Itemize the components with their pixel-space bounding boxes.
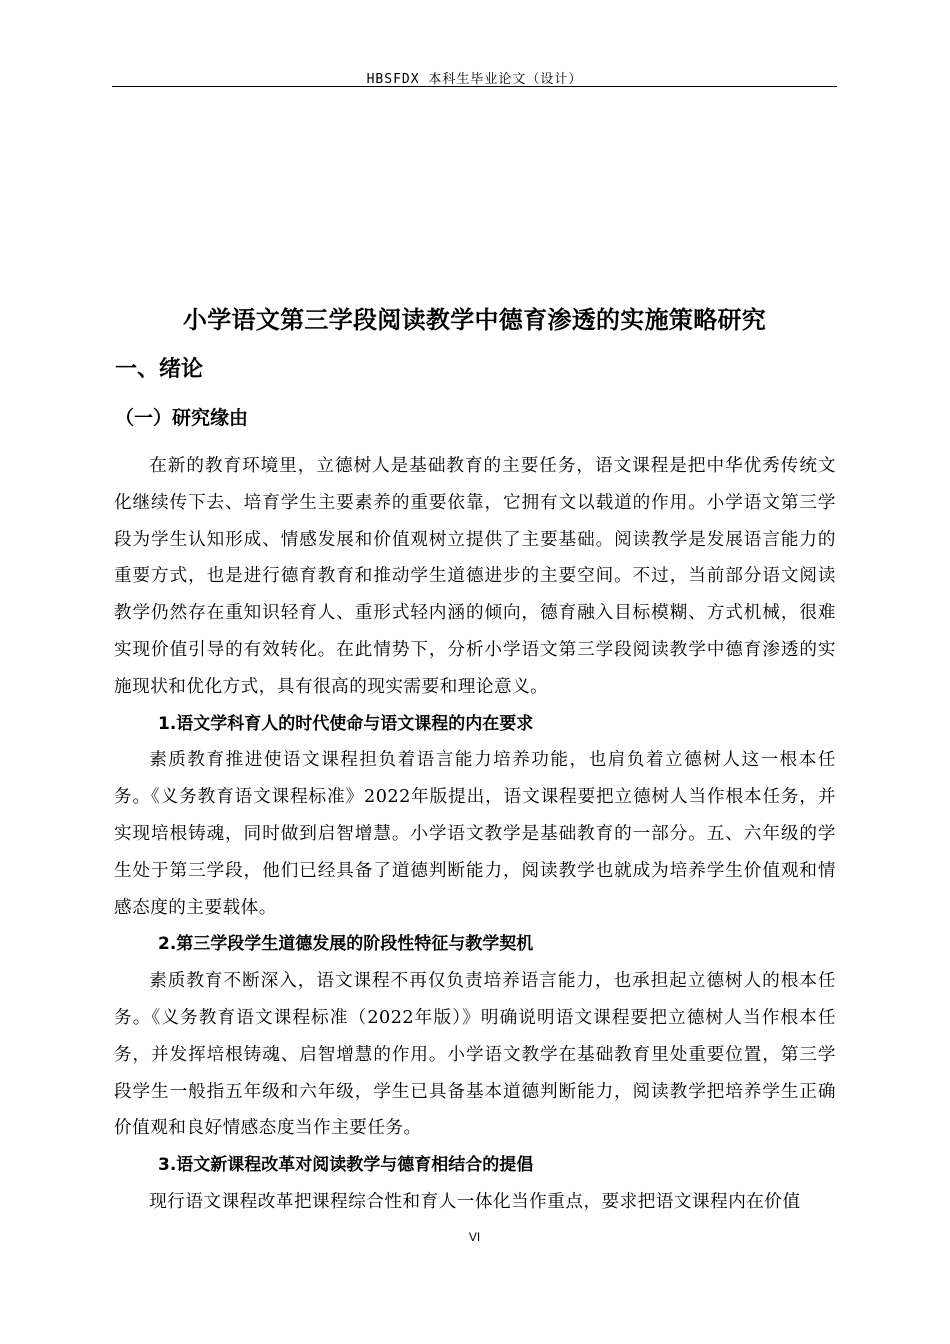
section-heading: 一、绪论 bbox=[115, 357, 204, 382]
body-text bbox=[114, 448, 836, 1221]
running-header: HBSFDX 本科生毕业论文（设计） bbox=[366, 72, 583, 87]
point-paragraph-3: 现行语文课程改革把课程综合性和育人一体化当作重点，要求把语文课程内在价值 bbox=[149, 1191, 801, 1212]
point-paragraph-1: 素质教育推进使语文课程担负着语言能力培养功能，也肩负着立德树人这一根本任务。《义务教育语文课程标准》2022年版提出，语文课程要把立德树人当作根本任务，并实现培根铸魂，同时做到启智增慧。小学语文教学是基础教育的一部分。五、六年级的学生处于第三学段，他们已经具备了道德判断能力，阅读教学也就成为培养学生价值观和情感态度的主要载体。 bbox=[114, 750, 836, 918]
point-paragraph-2: 素质教育不断深入，语文课程不再仅负责培养语言能力，也承担起立德树人的根本任务。《义务教育语文课程标准（2022年版）》明确说明语文课程要把立德树人当作根本任务，并发挥培根铸魂、启智增慧的作用。小学语文教学在基础教育里处重要位置，第三学段学生一般指五年级和六年级，学生已具备基本道德判断能力，阅读教学把培养学生正确价值观和良好情感态度当作主要任务。 bbox=[114, 971, 836, 1139]
intro-paragraph: 在新的教育环境里，立德树人是基础教育的主要任务，语文课程是把中华优秀传统文化继续传下去、培育学生主要素养的重要依靠，它拥有文以载道的作用。小学语文第三学段为学生认知形成、情感发展和价值观树立提供了主要基础。阅读教学是发展语言能力的重要方式，也是进行德育教育和推动学生道德进步的主要空间。不过，当前部分语文阅读教学仍然存在重知识轻育人、重形式轻内涵的倾向，德育融入目标模糊、方式机械，很难实现价值引导的有效转化。在此情势下，分析小学语文第三学段阅读教学中德育渗透的实施现状和优化方式，具有很高的现实需要和理论意义。 bbox=[114, 456, 836, 697]
header-rule bbox=[112, 86, 837, 87]
page-number: VI bbox=[468, 1230, 481, 1244]
point-heading-1: 1.语文学科育人的时代使命与语文课程的内在要求 bbox=[158, 713, 534, 734]
point-heading-3: 3.语文新课程改革对阅读教学与德育相结合的提倡 bbox=[158, 1155, 534, 1176]
point-heading-2: 2.第三学段学生道德发展的阶段性特征与教学契机 bbox=[158, 934, 534, 955]
paper-title: 小学语文第三学段阅读教学中德育渗透的实施策略研究 bbox=[182, 306, 767, 334]
subsection-heading: （一）研究缘由 bbox=[115, 407, 249, 429]
